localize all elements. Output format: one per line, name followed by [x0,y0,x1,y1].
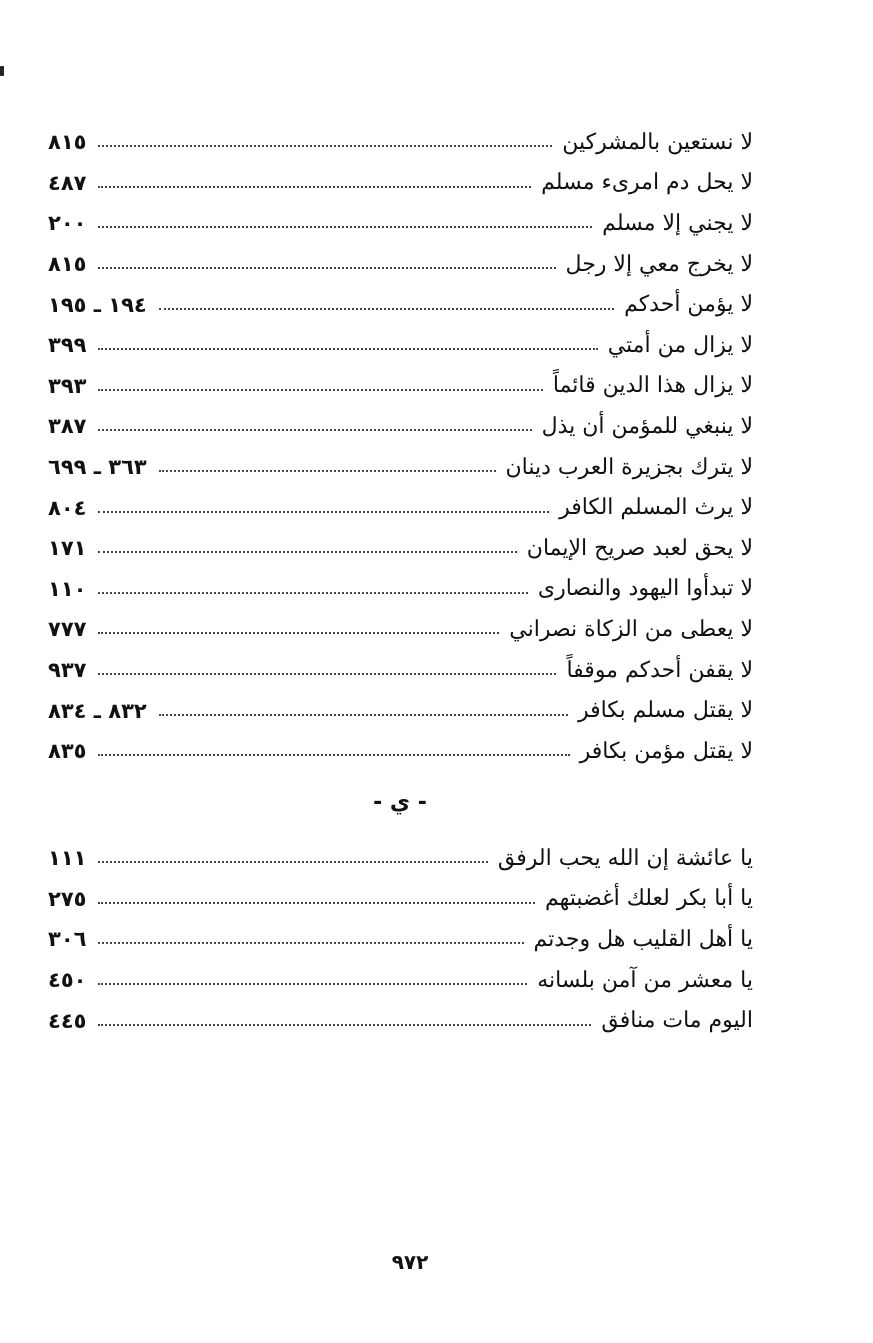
dot-leader [98,226,592,228]
list-item [48,325,753,366]
dot-leader [159,714,568,716]
list-item [48,609,753,650]
entry-text: لا نستعين بالمشركين [562,129,753,155]
dot-leader [98,389,542,391]
entry-text: لا يؤمن أحدكم [624,292,753,318]
entry-text: لا يحق لعبد صريح الإيمان [526,535,753,561]
list-item [48,690,753,731]
list-item [48,366,753,407]
entry-text: لا يجني إلا مسلم [602,210,753,236]
dot-leader [98,632,499,634]
page-number: ٩٧٢ [391,1250,429,1274]
dot-leader [98,551,516,553]
entry-text: لا يقتل مؤمن بكافر [579,738,753,764]
entry-text: يا أبا بكر لعلك أغضبتهم [544,886,753,912]
list-item [48,244,753,285]
entry-page-ref: ٨٣٥ [48,739,87,764]
list-item [48,838,753,879]
list-item [48,528,753,569]
section-la-list [48,122,753,772]
entry-page-ref: ٩٣٧ [48,658,87,683]
entry-text: يا أهل القليب هل وجدتم [533,926,753,952]
dot-leader [159,470,496,472]
entry-text: لا يخرج معي إلا رجل [565,251,753,277]
entry-text: لا يزال هذا الدين قائماً [552,373,753,399]
dot-leader [98,145,552,147]
entry-page-ref: ٣٨٧ [48,414,87,439]
dot-leader [98,861,487,863]
entry-text: لا ينبغي للمؤمن أن يذل [541,413,753,439]
section-ya-list [48,838,753,1041]
list-item [48,569,753,610]
dot-leader [98,429,531,431]
entry-page-ref: ١٧١ [48,536,87,561]
list-item [48,122,753,163]
dot-leader [98,348,597,350]
entry-text: لا تبدأوا اليهود والنصارى [537,576,753,602]
entry-page-ref: ٨١٥ [48,130,87,155]
entry-text: لا يزال من أمتي [607,332,753,358]
entry-page-ref: ١١٠ [48,576,87,601]
dot-leader [98,983,527,985]
dot-leader [98,942,523,944]
entry-page-ref: ٣٩٣ [48,373,87,398]
dot-leader [98,902,535,904]
list-item [48,919,753,960]
scan-edge-mark [0,66,4,76]
entry-page-ref: ٣٠٦ [48,927,87,952]
dot-leader [98,754,569,756]
entry-text: يا عائشة إن الله يحب الرفق [497,845,753,871]
entry-page-ref: ٧٧٧ [48,617,87,642]
list-item [48,284,753,325]
entry-text: لا يرث المسلم الكافر [559,495,753,521]
entry-text: اليوم مات منافق [601,1008,753,1034]
list-item [48,731,753,772]
entry-text: يا معشر من آمن بلسانه [537,967,753,993]
list-item [48,203,753,244]
entry-text: لا يحل دم امرىء مسلم [541,170,753,196]
list-item [48,406,753,447]
dot-leader [98,673,556,675]
entry-page-ref: ٤٨٧ [48,170,87,195]
entry-page-ref: ٨٣٢ ـ ٨٣٤ [48,698,147,723]
entry-page-ref: ١٩٤ ـ ١٩٥ [48,292,147,317]
entry-page-ref: ٤٥٠ [48,968,87,993]
entry-page-ref: ٣٦٣ ـ ٦٩٩ [48,455,147,480]
dot-leader [98,1024,591,1026]
entry-page-ref: ٢٠٠ [48,211,87,236]
entry-page-ref: ٤٤٥ [48,1008,87,1033]
entry-page-ref: ٨١٥ [48,252,87,277]
list-item [48,163,753,204]
list-item [48,447,753,488]
list-item [48,487,753,528]
list-item [48,650,753,691]
dot-leader [98,511,549,513]
list-item [48,960,753,1001]
entry-text: لا يترك بجزيرة العرب دينان [505,454,753,480]
dot-leader [98,267,555,269]
entry-page-ref: ١١١ [48,846,87,871]
entry-page-ref: ٣٩٩ [48,333,87,358]
dot-leader [159,308,614,310]
list-item [48,879,753,920]
entry-text: لا يقتل مسلم بكافر [577,698,753,724]
entry-page-ref: ٨٠٤ [48,495,87,520]
section-heading-ya: - ي - [373,790,427,815]
list-item [48,1000,753,1041]
entry-page-ref: ٢٧٥ [48,886,87,911]
dot-leader [98,186,531,188]
entry-text: لا يعطى من الزكاة نصراني [509,616,753,642]
entry-text: لا يقفن أحدكم موقفاً [566,657,753,683]
dot-leader [98,592,527,594]
